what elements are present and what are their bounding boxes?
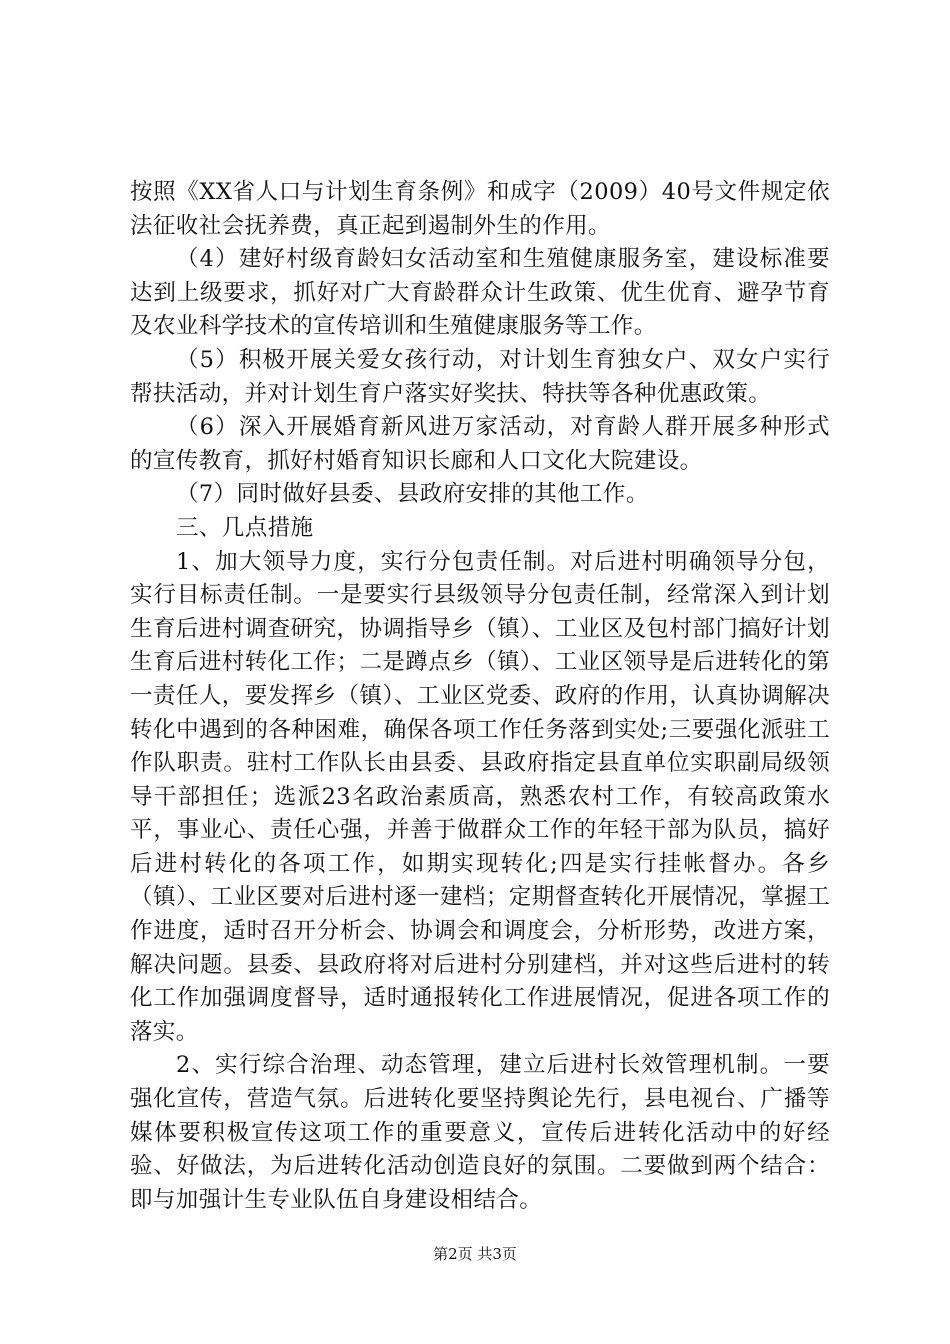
paragraph-item-4: （4）建好村级育龄妇女活动室和生殖健康服务室，建设标准要达到上级要求，抓好对广大育龄群众计生政策、优生优育、避孕节育及农业科学技术的宣传培训和生殖健康服务等工作。 [130, 246, 830, 340]
paragraph-item-6: （6）深入开展婚育新风进万家活动，对育龄人群开展多种形式的宣传教育，抓好村婚育知识长廊和人口文化大院建设。 [130, 414, 830, 474]
paragraph-continuation: 按照《XX省人口与计划生育条例》和成字（2009）40号文件规定依法征收社会抚养费，真正起到遏制外生的作用。 [130, 179, 830, 239]
document-body [130, 176, 830, 1217]
paragraph-item-7: （7）同时做好县委、县政府安排的其他工作。 [176, 481, 649, 508]
section-heading-measures: 三、几点措施 [176, 514, 314, 541]
page-number-footer: 第2页 共3页 [433, 1245, 517, 1263]
paragraph-measure-2: 2、实行综合治理、动态管理，建立后进村长效管理机制。一要强化宣传，营造气氛。后进转化要坚持舆论先行，县电视台、广播等媒体要积极宣传这项工作的重要意义，宣传后进转化活动中的好经验、好做法，为后进转化活动创造良好的氛围。二要做到两个结合：即与加强计生专业队伍自身建设相结合。 [130, 1052, 830, 1213]
paragraph-measure-1: 1、加大领导力度，实行分包责任制。对后进村明确领导分包，实行目标责任制。一是要实行县级领导分包责任制，经常深入到计划生育后进村调查研究，协调指导乡（镇）、工业区及包村部门搞好计划生育后进村转化工作；二是蹲点乡（镇）、工业区领导是后进转化的第一责任人，要发挥乡（镇）、工业区党委、政府的作用，认真协调解决转化中遇到的各种困难，确保各项工作任务落到实处;三要强化派驻工作队职责。驻村工作队长由县委、县政府指定县直单位实职副局级领导干部担任；选派23名政治素质高，熟悉农村工作，有较高政策水平，事业心、责任心强，并善于做群众工作的年轻干部为队员，搞好后进村转化的各项工作，如期实现转化;四是实行挂帐督办。各乡（镇）、工业区要对后进村逐一建档；定期督查转化开展情况，掌握工作进度，适时召开分析会、协调会和调度会，分析形势，改进方案，解决问题。县委、县政府将对后进村分别建档，并对这些后进村的转化工作加强调度督导，适时通报转化工作进展情况，促进各项工作的落实。 [130, 548, 830, 1045]
paragraph-item-5: （5）积极开展关爱女孩行动，对计划生育独女户、双女户实行帮扶活动，并对计划生育户落实好奖扶、特扶等各种优惠政策。 [130, 346, 830, 407]
